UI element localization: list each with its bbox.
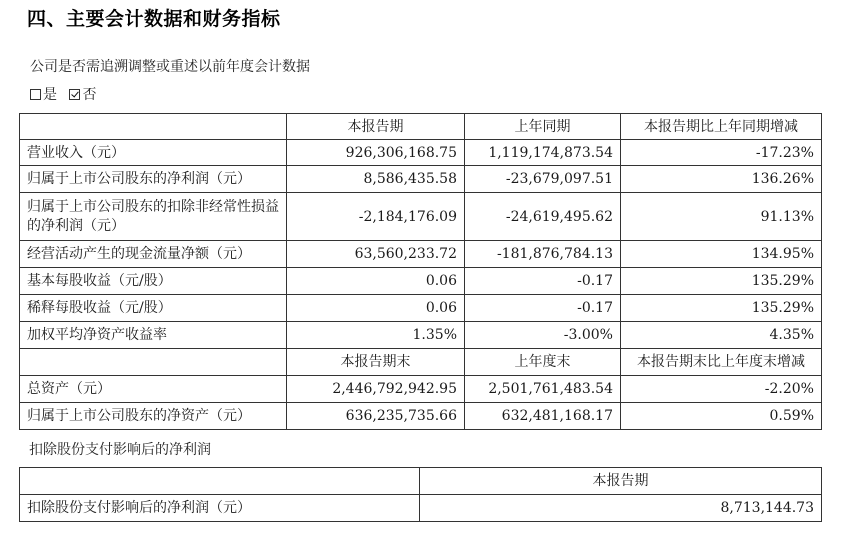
cell-prior: 632,481,168.17 [465,403,621,430]
header-empty-cell [20,468,420,495]
cell-prior: -23,679,097.51 [465,166,621,193]
row-label: 稀释每股收益（元/股） [20,295,287,322]
table-header-row [20,468,822,495]
restate-yes-label: 是 [43,87,57,103]
cell-change: 0.59% [621,403,822,430]
cell-change: 135.29% [621,295,822,322]
table-row [20,193,822,241]
header-current-period: 本报告期 [287,114,465,140]
checkbox-unchecked-icon [30,89,41,100]
header-current-period: 本报告期 [420,468,822,495]
restate-options [30,86,104,104]
header-period-end: 本报告期末 [287,349,465,376]
cell-prior: 1,119,174,873.54 [465,140,621,166]
table-row [20,495,822,522]
share-payment-table [19,467,822,522]
cell-current: 1.35% [287,322,465,349]
table-subheader-row [20,349,822,376]
cell-change: 135.29% [621,268,822,295]
section-heading: 四、主要会计数据和财务指标 [27,8,281,30]
share-payment-title: 扣除股份支付影响后的净利润 [29,442,211,458]
table-header-row [20,114,822,140]
row-label: 营业收入（元） [20,140,287,166]
table-row [20,140,822,166]
cell-prior: -0.17 [465,268,621,295]
row-label: 总资产（元） [20,376,287,403]
table-row [20,376,822,403]
row-label: 基本每股收益（元/股） [20,268,287,295]
header-empty-cell [20,349,287,376]
restate-no-label: 否 [82,87,97,103]
table-row [20,322,822,349]
row-label: 归属于上市公司股东的扣除非经常性损益的净利润（元） [20,193,287,241]
cell-current: 8,713,144.73 [420,495,822,522]
checkbox-checked-icon [69,89,80,100]
row-label: 加权平均净资产收益率 [20,322,287,349]
table-row [20,295,822,322]
cell-current: 636,235,735.66 [287,403,465,430]
restate-yes-option[interactable] [30,86,57,104]
cell-prior: -3.00% [465,322,621,349]
cell-prior: 2,501,761,483.54 [465,376,621,403]
cell-current: 8,586,435.58 [287,166,465,193]
header-empty-cell [20,114,287,140]
cell-change: 4.35% [621,322,822,349]
header-prior-period: 上年同期 [465,114,621,140]
cell-current: 2,446,792,942.95 [287,376,465,403]
cell-current: 926,306,168.75 [287,140,465,166]
cell-change: 91.13% [621,193,822,241]
cell-current: 0.06 [287,295,465,322]
key-financials-table [19,113,822,430]
header-period-end-change: 本报告期末比上年度末增减 [621,349,822,376]
cell-change: 134.95% [621,241,822,268]
cell-change: 136.26% [621,166,822,193]
cell-prior: -24,619,495.62 [465,193,621,241]
cell-change: -2.20% [621,376,822,403]
restate-question: 公司是否需追溯调整或重述以前年度会计数据 [30,59,310,75]
row-label: 经营活动产生的现金流量净额（元） [20,241,287,268]
table-row [20,403,822,430]
row-label: 归属于上市公司股东的净利润（元） [20,166,287,193]
cell-change: -17.23% [621,140,822,166]
cell-prior: -0.17 [465,295,621,322]
table-row [20,268,822,295]
table-row [20,241,822,268]
cell-current: 0.06 [287,268,465,295]
restate-no-option[interactable] [69,86,96,104]
cell-prior: -181,876,784.13 [465,241,621,268]
cell-current: 63,560,233.72 [287,241,465,268]
header-prior-year-end: 上年度末 [465,349,621,376]
header-change: 本报告期比上年同期增减 [621,114,822,140]
row-label: 扣除股份支付影响后的净利润（元） [20,495,420,522]
table-row [20,166,822,193]
cell-current: -2,184,176.09 [287,193,465,241]
row-label: 归属于上市公司股东的净资产（元） [20,403,287,430]
